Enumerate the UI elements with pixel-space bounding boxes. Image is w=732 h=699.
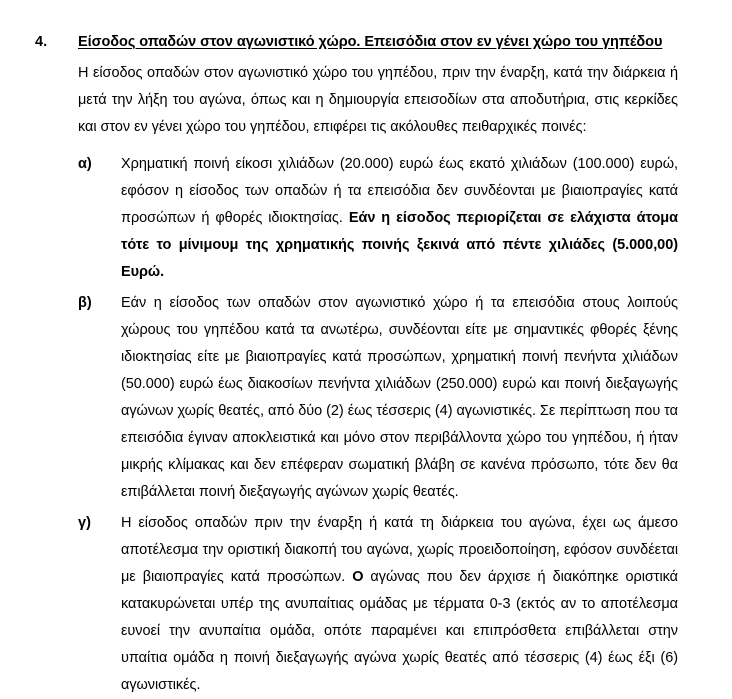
section-heading — [35, 30, 678, 54]
list-item-label-gamma: γ) — [78, 515, 91, 531]
list-item — [35, 510, 678, 699]
list-item-body-alpha — [121, 151, 678, 286]
list-item — [35, 151, 678, 286]
list-item-label-alpha: α) — [78, 156, 92, 172]
section-intro-paragraph: Η είσοδος οπαδών στον αγωνιστικό χώρο του γηπέδου, πριν την έναρξη, κατά την διάρκεια ή μετά την λήξη του αγώνα, όπως και η δημιουργία επεισοδίων στα αποδυτήρια, στις κερκίδες και στον εν γένει χώρο του γηπέδου, επιφέρει τις ακόλουθες πειθαρχικές ποινές: — [78, 65, 678, 135]
item-gamma-text-2: αγώνας που δεν άρχισε ή διακόπηκε οριστικά κατακυρώνεται υπέρ της ανυπαίτιας ομάδας με τέρματα 0-3 (εκτός αν το αποτέλεσμα ευνοεί την ανυπαίτια ομάδα, οπότε παραμένει και επιπρόσθετα επιβάλλεται στην υπαίτια ομάδα η ποινή διεξαγωγής αγώνα χωρίς θεατές από τέσσερις (4) έως έξι (6) αγωνιστικές. — [121, 569, 678, 693]
item-gamma-bold-1: Ο — [352, 569, 364, 585]
item-alpha-text-1: Χρηματική ποινή είκοσι χιλιάδων (20.000) ευρώ έως εκατό χιλιάδων (100.000) ευρώ, εφόσον η είσοδος των οπαδών ή τα επεισόδια δεν συνδέονται με βιαιοπραγίες κατά προσώπων ή φθορές ιδιοκτησίας. — [121, 156, 678, 226]
section-title: Είσοδος οπαδών στον αγωνιστικό χώρο. Επεισόδια στον εν γένει χώρο του γηπέδου — [78, 34, 663, 50]
list-item-label-beta: β) — [78, 295, 92, 311]
item-beta-text-1: Εάν η είσοδος των οπαδών στον αγωνιστικό χώρο ή τα επεισόδια στους λοιπούς χώρους του γηπέδου κατά τα ανωτέρω, συνδέονται είτε με σημαντικές φθορές ξένης ιδιοκτησίας είτε με βιαιοπραγίες κατά προσώπων, χρηματική ποινή πενήντα χιλιάδων (50.000) ευρώ έως διακοσίων πενήντα χιλιάδων (250.000) ευρώ και ποινή διεξαγωγής αγώνων χωρίς θεατές, από δύο (2) έως τέσσερις (4) αγωνιστικές. Σε περίπτωση που τα επεισόδια έγιναν αποκλειστικά και μόνο στον περιβάλλοντα χώρο του γηπέδου, ή ήταν μικρής κλίμακας και δεν επέφεραν σωματική βλάβη σε κανένα πρόσωπο, τότε δεν θα επιβάλλεται ποινή διεξαγωγής αγώνων χωρίς θεατές. — [121, 295, 678, 500]
list-item — [35, 290, 678, 506]
list-item-body-gamma — [121, 510, 678, 699]
list-item-body-beta — [121, 290, 678, 506]
item-alpha-bold-1: Εάν η είσοδος περιορίζεται σε ελάχιστα άτομα τότε το μίνιμουμ της χρηματικής ποινής ξεκινά από πέντε χιλιάδες (5.000,00) Ευρώ. — [121, 210, 678, 280]
item-gamma-text-1: Η είσοδος οπαδών πριν την έναρξη ή κατά τη διάρκεια του αγώνα, έχει ως άμεσο αποτέλεσμα την οριστική διακοπή του αγώνα, χωρίς προειδοποίηση, εφόσον συνδέεται με βιαιοπραγίες κατά προσώπων. — [121, 515, 678, 585]
section-number: 4. — [35, 34, 48, 50]
